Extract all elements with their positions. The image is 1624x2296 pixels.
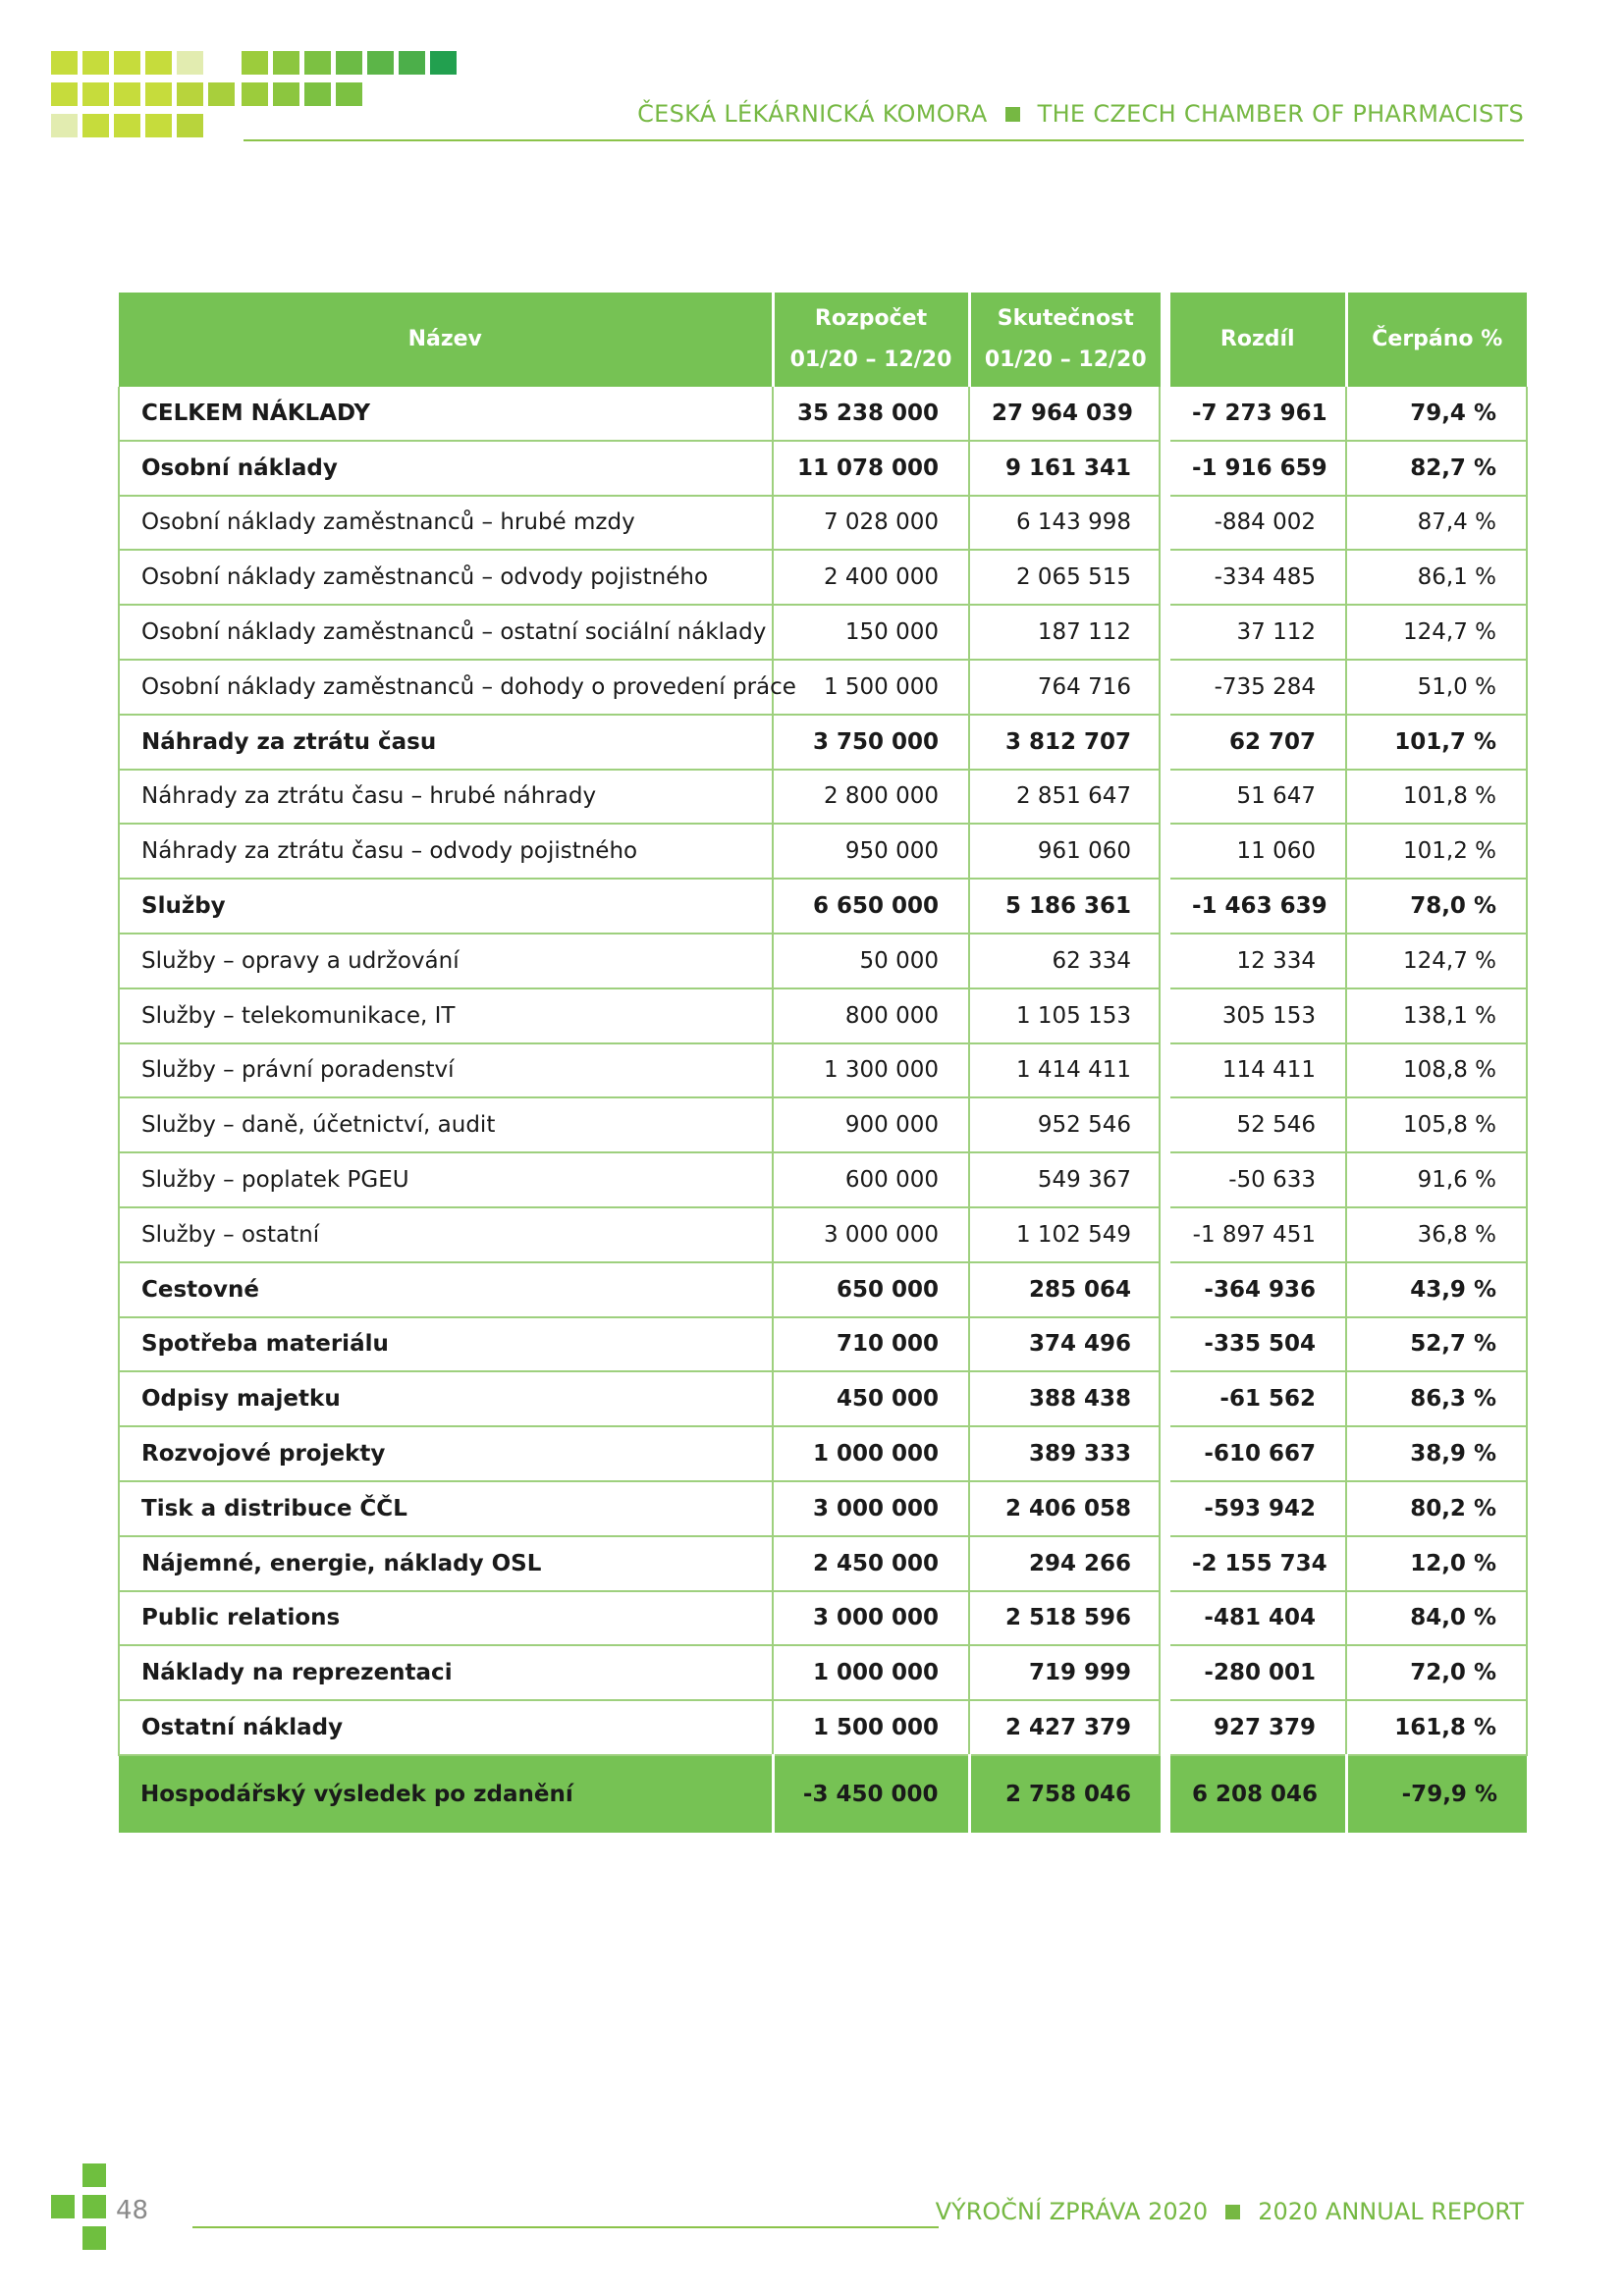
table-row xyxy=(119,879,1527,934)
row-pct: 43,9 % xyxy=(1346,1262,1527,1317)
row-name: Public relations xyxy=(119,1591,773,1646)
row-diff: -61 562 xyxy=(1165,1371,1346,1426)
row-budget: 450 000 xyxy=(773,1371,969,1426)
row-name: Osobní náklady zaměstnanců – ostatní sociální náklady xyxy=(119,605,773,660)
row-pct: 101,8 % xyxy=(1346,770,1527,825)
table-row xyxy=(119,988,1527,1043)
row-budget: 900 000 xyxy=(773,1097,969,1152)
row-pct: 72,0 % xyxy=(1346,1645,1527,1700)
table-row xyxy=(119,605,1527,660)
row-pct: 51,0 % xyxy=(1346,660,1527,715)
total-budget: -3 450 000 xyxy=(773,1755,969,1833)
table-row xyxy=(119,550,1527,605)
col-header-actual: Skutečnost 01/20 – 12/20 xyxy=(969,293,1165,387)
table-row xyxy=(119,770,1527,825)
total-diff: 6 208 046 xyxy=(1165,1755,1346,1833)
row-diff: 305 153 xyxy=(1165,988,1346,1043)
row-name: CELKEM NÁKLADY xyxy=(119,387,773,441)
row-budget: 3 000 000 xyxy=(773,1207,969,1262)
row-budget: 3 000 000 xyxy=(773,1481,969,1536)
row-actual: 2 851 647 xyxy=(969,770,1165,825)
row-pct: 82,7 % xyxy=(1346,441,1527,496)
row-diff: -364 936 xyxy=(1165,1262,1346,1317)
row-name: Odpisy majetku xyxy=(119,1371,773,1426)
row-pct: 86,1 % xyxy=(1346,550,1527,605)
row-actual: 1 414 411 xyxy=(969,1043,1165,1098)
footer-report-cz: VÝROČNÍ ZPRÁVA 2020 xyxy=(935,2198,1209,2225)
table-row xyxy=(119,1426,1527,1481)
table-row xyxy=(119,1645,1527,1700)
row-diff: 11 060 xyxy=(1165,824,1346,879)
row-name: Služby – ostatní xyxy=(119,1207,773,1262)
table-row xyxy=(119,1097,1527,1152)
row-budget: 2 400 000 xyxy=(773,550,969,605)
row-name: Služby – opravy a udržování xyxy=(119,934,773,988)
row-diff: -1 916 659 xyxy=(1165,441,1346,496)
row-budget: 6 650 000 xyxy=(773,879,969,934)
table-row xyxy=(119,1043,1527,1098)
row-budget: 150 000 xyxy=(773,605,969,660)
row-actual: 389 333 xyxy=(969,1426,1165,1481)
row-budget: 1 000 000 xyxy=(773,1645,969,1700)
row-pct: 87,4 % xyxy=(1346,496,1527,551)
table-row xyxy=(119,1262,1527,1317)
row-actual: 2 427 379 xyxy=(969,1700,1165,1755)
row-diff: -610 667 xyxy=(1165,1426,1346,1481)
row-name: Ostatní náklady xyxy=(119,1700,773,1755)
row-actual: 294 266 xyxy=(969,1536,1165,1591)
row-name: Cestovné xyxy=(119,1262,773,1317)
row-name: Osobní náklady zaměstnanců – hrubé mzdy xyxy=(119,496,773,551)
row-pct: 38,9 % xyxy=(1346,1426,1527,1481)
table-row xyxy=(119,1207,1527,1262)
row-actual: 1 105 153 xyxy=(969,988,1165,1043)
table-row xyxy=(119,715,1527,770)
row-budget: 1 300 000 xyxy=(773,1043,969,1098)
row-name: Náhrady za ztrátu času – hrubé náhrady xyxy=(119,770,773,825)
col-header-diff: Rozdíl xyxy=(1165,293,1346,387)
row-diff: 62 707 xyxy=(1165,715,1346,770)
row-actual: 952 546 xyxy=(969,1097,1165,1152)
row-budget: 2 450 000 xyxy=(773,1536,969,1591)
table-row xyxy=(119,1536,1527,1591)
row-diff: -2 155 734 xyxy=(1165,1536,1346,1591)
header-org-en: THE CZECH CHAMBER OF PHARMACISTS xyxy=(1037,100,1524,128)
row-diff: -7 273 961 xyxy=(1165,387,1346,441)
table-row xyxy=(119,1317,1527,1372)
row-diff: 12 334 xyxy=(1165,934,1346,988)
footer-title xyxy=(936,2198,1524,2225)
row-diff: -1 897 451 xyxy=(1165,1207,1346,1262)
row-actual: 719 999 xyxy=(969,1645,1165,1700)
table-row xyxy=(119,1371,1527,1426)
total-pct: -79,9 % xyxy=(1346,1755,1527,1833)
row-actual: 5 186 361 xyxy=(969,879,1165,934)
row-actual: 62 334 xyxy=(969,934,1165,988)
total-row xyxy=(119,1755,1527,1833)
row-budget: 800 000 xyxy=(773,988,969,1043)
row-name: Spotřeba materiálu xyxy=(119,1317,773,1372)
header-rule xyxy=(244,139,1524,141)
row-name: Tisk a distribuce ČČL xyxy=(119,1481,773,1536)
row-pct: 84,0 % xyxy=(1346,1591,1527,1646)
col-header-budget: Rozpočet 01/20 – 12/20 xyxy=(773,293,969,387)
row-pct: 108,8 % xyxy=(1346,1043,1527,1098)
row-name: Osobní náklady xyxy=(119,441,773,496)
row-budget: 1 000 000 xyxy=(773,1426,969,1481)
row-budget: 710 000 xyxy=(773,1317,969,1372)
row-diff: -280 001 xyxy=(1165,1645,1346,1700)
row-budget: 3 750 000 xyxy=(773,715,969,770)
row-actual: 9 161 341 xyxy=(969,441,1165,496)
row-pct: 138,1 % xyxy=(1346,988,1527,1043)
row-name: Služby – poplatek PGEU xyxy=(119,1152,773,1207)
row-diff: -335 504 xyxy=(1165,1317,1346,1372)
row-budget: 50 000 xyxy=(773,934,969,988)
row-actual: 27 964 039 xyxy=(969,387,1165,441)
row-diff: -884 002 xyxy=(1165,496,1346,551)
row-diff: 927 379 xyxy=(1165,1700,1346,1755)
row-budget: 3 000 000 xyxy=(773,1591,969,1646)
row-diff: -50 633 xyxy=(1165,1152,1346,1207)
row-diff: 114 411 xyxy=(1165,1043,1346,1098)
table-row xyxy=(119,934,1527,988)
row-name: Služby – telekomunikace, IT xyxy=(119,988,773,1043)
row-name: Náklady na reprezentaci xyxy=(119,1645,773,1700)
row-actual: 285 064 xyxy=(969,1262,1165,1317)
row-diff: -593 942 xyxy=(1165,1481,1346,1536)
row-name: Osobní náklady zaměstnanců – dohody o provedení práce xyxy=(119,660,773,715)
row-pct: 80,2 % xyxy=(1346,1481,1527,1536)
col-header-pct: Čerpáno % xyxy=(1346,293,1527,387)
row-actual: 549 367 xyxy=(969,1152,1165,1207)
row-budget: 35 238 000 xyxy=(773,387,969,441)
col-header-name: Název xyxy=(119,293,773,387)
row-pct: 36,8 % xyxy=(1346,1207,1527,1262)
table-row xyxy=(119,441,1527,496)
table-row xyxy=(119,1700,1527,1755)
row-name: Osobní náklady zaměstnanců – odvody pojistného xyxy=(119,550,773,605)
row-actual: 764 716 xyxy=(969,660,1165,715)
row-diff: -481 404 xyxy=(1165,1591,1346,1646)
page-number: 48 xyxy=(116,2196,149,2225)
budget-table xyxy=(118,293,1528,1833)
row-pct: 101,7 % xyxy=(1346,715,1527,770)
row-pct: 124,7 % xyxy=(1346,934,1527,988)
row-pct: 91,6 % xyxy=(1346,1152,1527,1207)
footer-report-en: 2020 ANNUAL REPORT xyxy=(1258,2198,1524,2225)
table-row xyxy=(119,1481,1527,1536)
row-name: Rozvojové projekty xyxy=(119,1426,773,1481)
row-name: Služby xyxy=(119,879,773,934)
row-name: Nájemné, energie, náklady OSL xyxy=(119,1536,773,1591)
row-pct: 101,2 % xyxy=(1346,824,1527,879)
row-pct: 105,8 % xyxy=(1346,1097,1527,1152)
row-pct: 124,7 % xyxy=(1346,605,1527,660)
row-actual: 388 438 xyxy=(969,1371,1165,1426)
row-pct: 86,3 % xyxy=(1346,1371,1527,1426)
row-diff: -735 284 xyxy=(1165,660,1346,715)
row-budget: 600 000 xyxy=(773,1152,969,1207)
row-actual: 2 065 515 xyxy=(969,550,1165,605)
row-actual: 3 812 707 xyxy=(969,715,1165,770)
row-actual: 187 112 xyxy=(969,605,1165,660)
row-name: Služby – daně, účetnictví, audit xyxy=(119,1097,773,1152)
table-row xyxy=(119,1591,1527,1646)
row-actual: 6 143 998 xyxy=(969,496,1165,551)
total-name: Hospodářský výsledek po zdanění xyxy=(119,1755,773,1833)
header-separator-square xyxy=(1005,107,1020,122)
table-row xyxy=(119,824,1527,879)
row-pct: 79,4 % xyxy=(1346,387,1527,441)
table-row xyxy=(119,1152,1527,1207)
row-diff: -334 485 xyxy=(1165,550,1346,605)
row-diff: 37 112 xyxy=(1165,605,1346,660)
row-pct: 52,7 % xyxy=(1346,1317,1527,1372)
row-actual: 1 102 549 xyxy=(969,1207,1165,1262)
table-row xyxy=(119,496,1527,551)
row-pct: 12,0 % xyxy=(1346,1536,1527,1591)
table-header-row xyxy=(119,293,1527,387)
row-actual: 2 406 058 xyxy=(969,1481,1165,1536)
row-name: Služby – právní poradenství xyxy=(119,1043,773,1098)
total-actual: 2 758 046 xyxy=(969,1755,1165,1833)
table-row xyxy=(119,660,1527,715)
row-budget: 11 078 000 xyxy=(773,441,969,496)
row-budget: 2 800 000 xyxy=(773,770,969,825)
row-budget: 1 500 000 xyxy=(773,660,969,715)
row-pct: 78,0 % xyxy=(1346,879,1527,934)
row-diff: 52 546 xyxy=(1165,1097,1346,1152)
row-diff: -1 463 639 xyxy=(1165,879,1346,934)
footer-rule xyxy=(192,2226,939,2228)
row-actual: 961 060 xyxy=(969,824,1165,879)
row-budget: 1 500 000 xyxy=(773,1700,969,1755)
row-diff: 51 647 xyxy=(1165,770,1346,825)
row-pct: 161,8 % xyxy=(1346,1700,1527,1755)
row-budget: 950 000 xyxy=(773,824,969,879)
footer-separator-square xyxy=(1225,2205,1240,2219)
table-row xyxy=(119,387,1527,441)
row-budget: 650 000 xyxy=(773,1262,969,1317)
header-title xyxy=(637,100,1524,128)
row-name: Náhrady za ztrátu času – odvody pojistného xyxy=(119,824,773,879)
row-name: Náhrady za ztrátu času xyxy=(119,715,773,770)
row-actual: 2 518 596 xyxy=(969,1591,1165,1646)
row-budget: 7 028 000 xyxy=(773,496,969,551)
row-actual: 374 496 xyxy=(969,1317,1165,1372)
header-org-cz: ČESKÁ LÉKÁRNICKÁ KOMORA xyxy=(637,100,988,128)
